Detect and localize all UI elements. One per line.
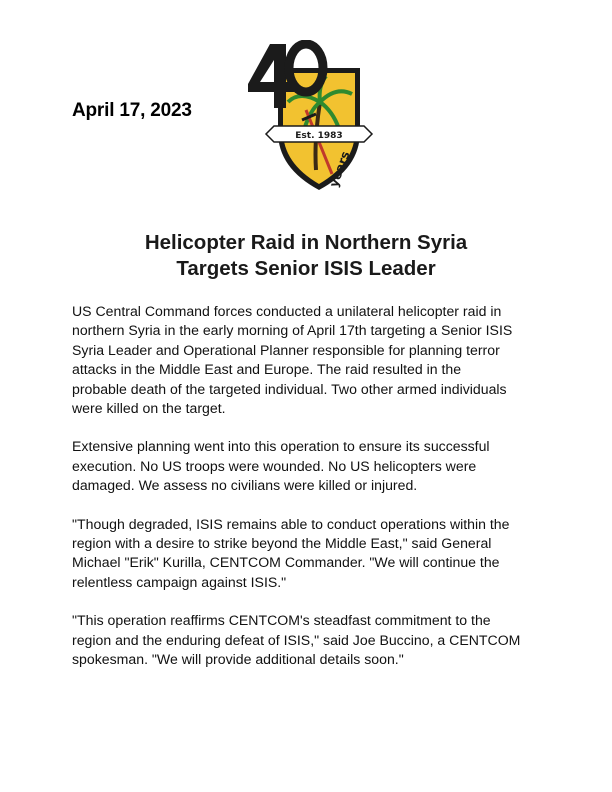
text-line: "This operation reaffirms CENTCOM's steadfast commitment to the xyxy=(72,612,491,629)
text-line: northern Syria in the early morning of April 17th targeting a Senior ISIS xyxy=(72,322,513,339)
headline xyxy=(60,230,552,282)
text-line: Extensive planning went into this operation to ensure its successful xyxy=(72,438,490,455)
centcom-40-years-logo xyxy=(244,40,376,196)
text-line: Syria Leader and Operational Planner responsible for planning terror xyxy=(72,341,500,358)
text-line: region with a desire to strike beyond the Middle East," said General xyxy=(72,535,492,552)
text-line: relentless campaign against ISIS." xyxy=(72,573,287,590)
svg-text:years: years xyxy=(326,149,353,190)
text-line: spokesman. "We will provide additional details soon." xyxy=(72,651,404,668)
text-line: US Central Command forces conducted a unilateral helicopter raid in xyxy=(72,303,502,319)
headline-line-2: Targets Senior ISIS Leader xyxy=(176,257,436,280)
paragraph-1 xyxy=(72,302,542,418)
text-line: probable death of the targeted individual. Two other armed individuals xyxy=(72,380,507,397)
svg-text:Est. 1983: Est. 1983 xyxy=(295,131,343,141)
anniversary-emblem-icon xyxy=(244,40,376,196)
text-line: damaged. We assess no civilians were killed or injured. xyxy=(72,477,418,494)
release-date: April 17, 2023 xyxy=(72,100,192,121)
paragraph-4 xyxy=(72,611,542,669)
text-line: were killed on the target. xyxy=(72,400,226,417)
text-line: attacks in the Middle East and Europe. The raid resulted in the xyxy=(72,361,462,378)
headline-line-1: Helicopter Raid in Northern Syria xyxy=(144,231,468,254)
text-line: execution. No US troops were wounded. No US helicopters were xyxy=(72,457,477,474)
text-line: region and the enduring defeat of ISIS," said Joe Buccino, a CENTCOM xyxy=(72,631,521,648)
paragraph-3 xyxy=(72,515,542,593)
body-text xyxy=(72,302,542,689)
paragraph-2 xyxy=(72,437,542,495)
text-line: Michael "Erik" Kurilla, CENTCOM Commander. "We will continue the xyxy=(72,554,500,571)
text-line: "Though degraded, ISIS remains able to conduct operations within the xyxy=(72,515,510,532)
